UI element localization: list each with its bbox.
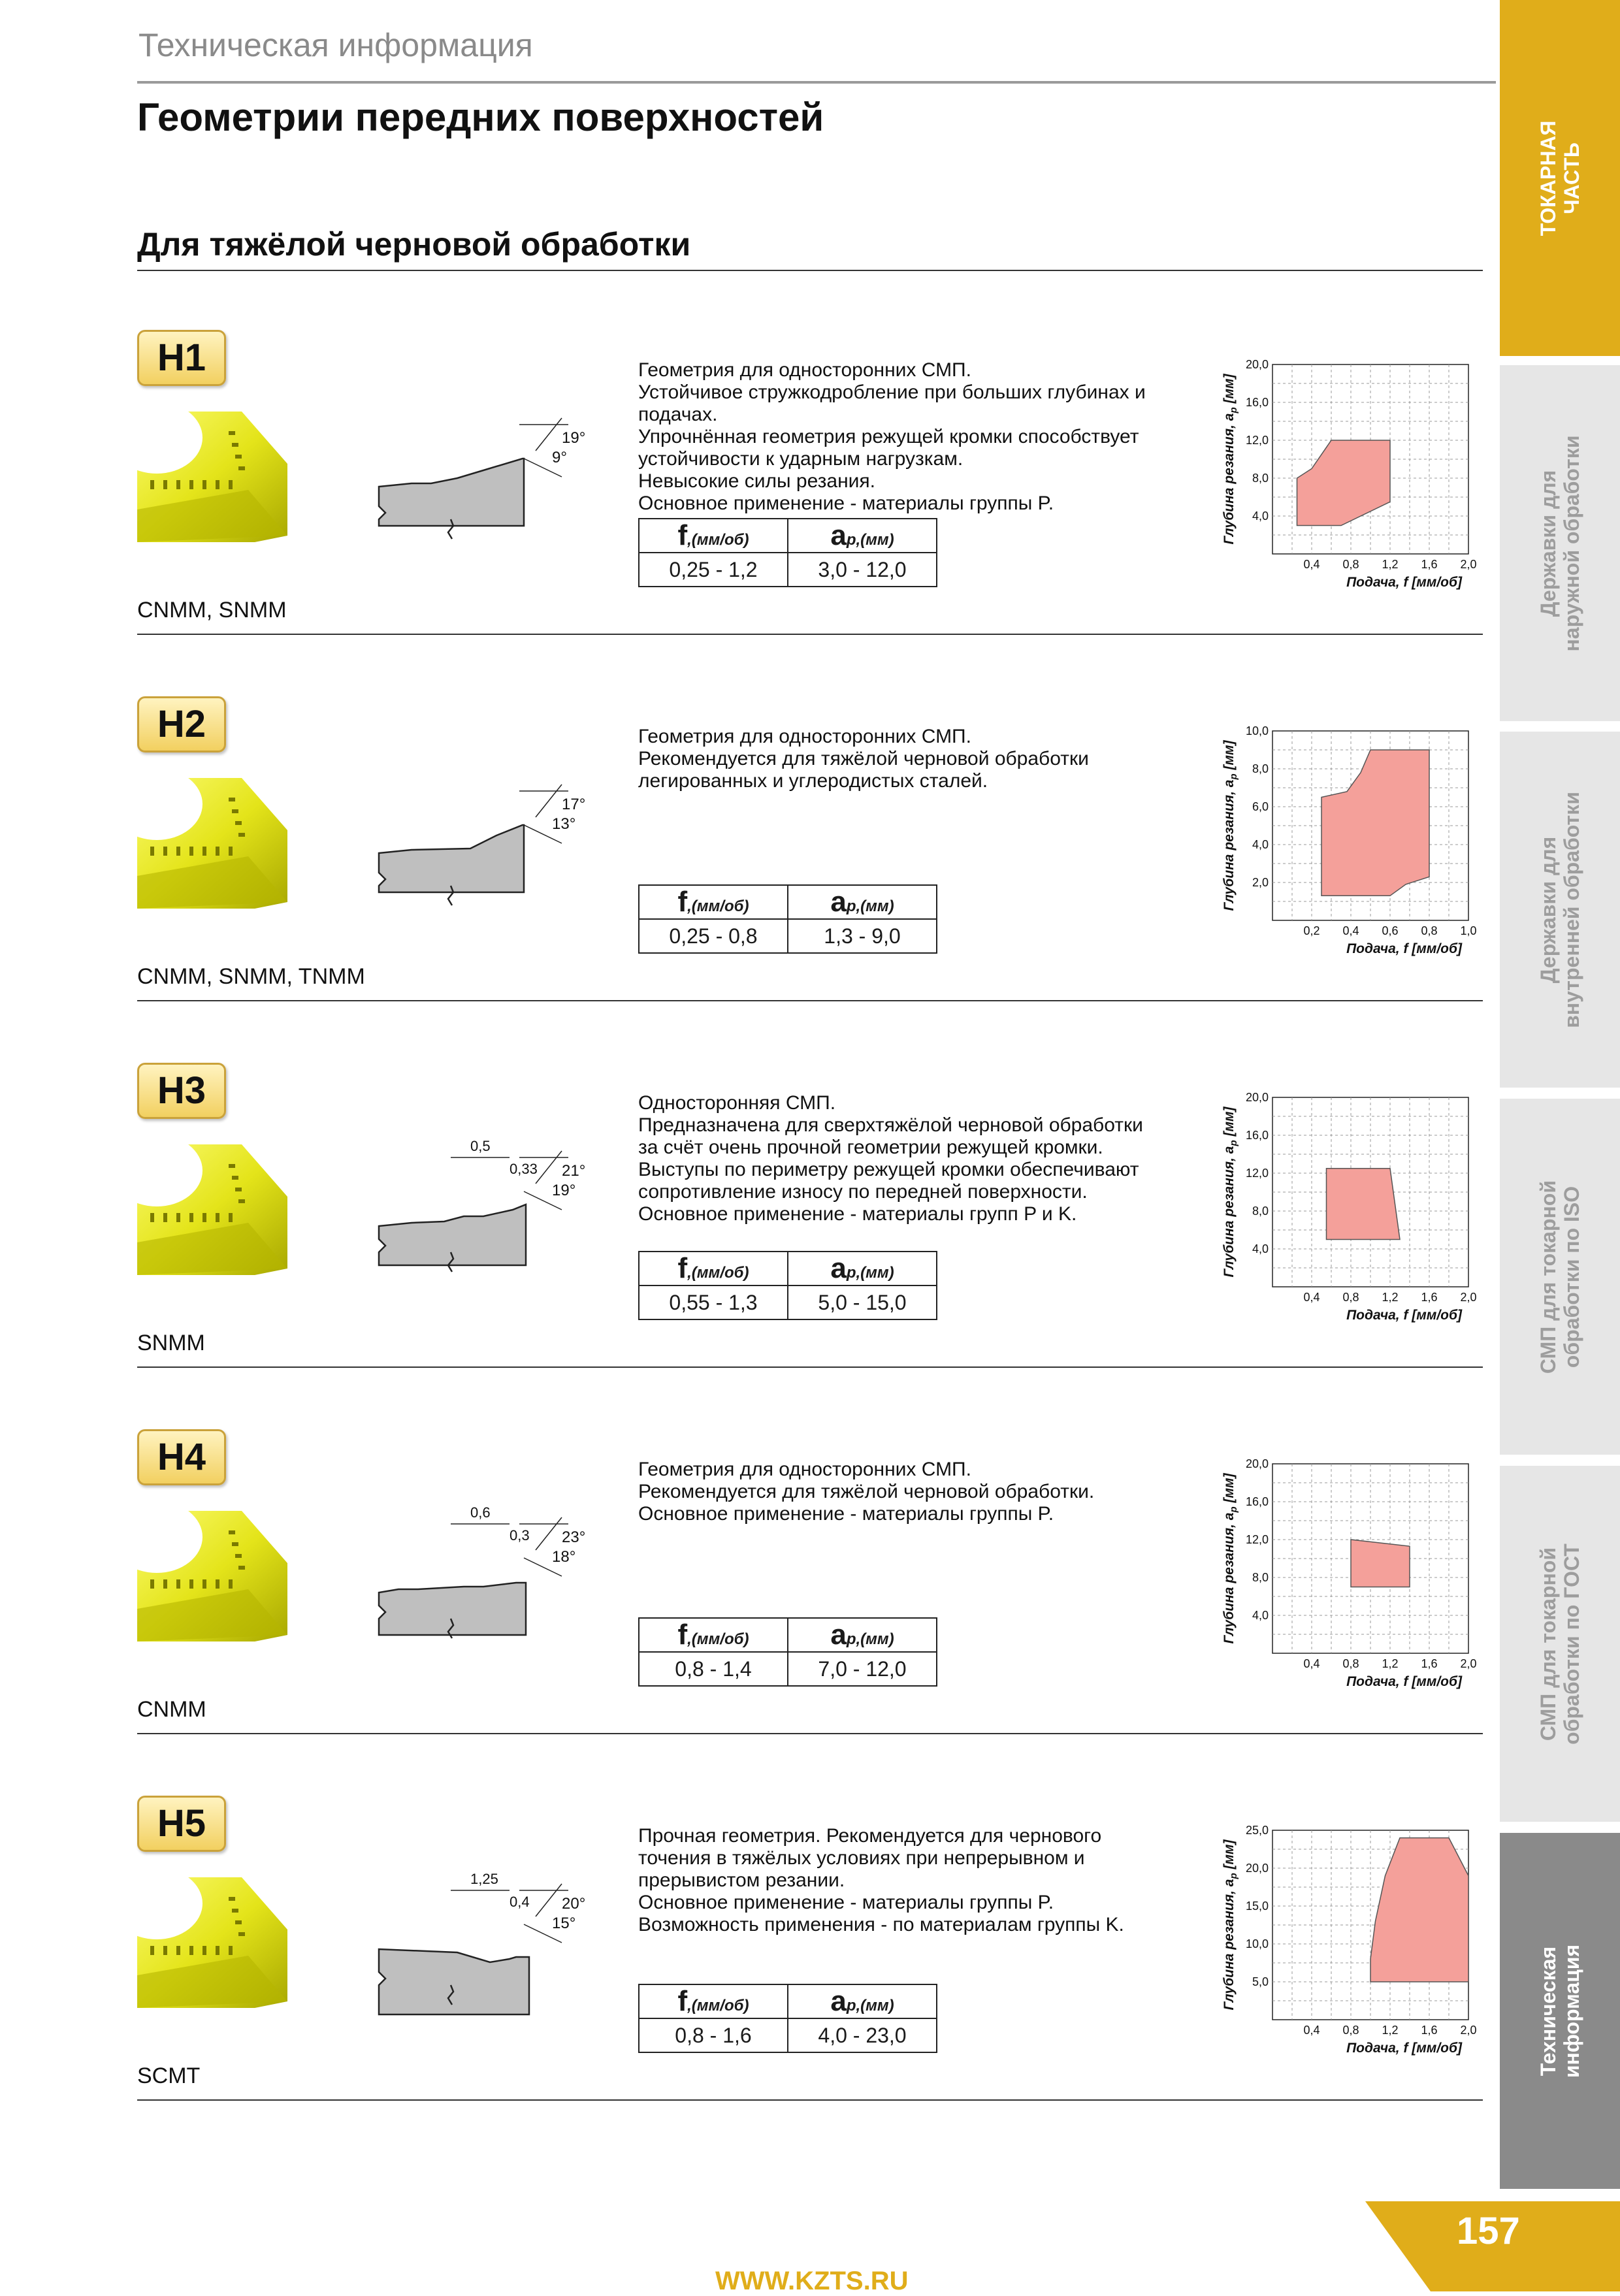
tab-iso-inserts[interactable] (1500, 1099, 1620, 1455)
geometry-description: Геометрия для односторонних СМП. Рекомендуется для тяжёлой черновой обработки легированных и углеродистых сталей. (638, 726, 1089, 792)
feed-header: f,(мм/об) (639, 1252, 788, 1285)
tab-gost-inserts[interactable] (1500, 1466, 1620, 1822)
insert-codes: SCMT (137, 2063, 201, 2088)
feed-depth-chart (1214, 345, 1488, 600)
x-tick-label: 2,0 (1460, 2024, 1477, 2037)
tab-internal-holders[interactable] (1500, 732, 1620, 1088)
y-axis-label-sub: p (1228, 1506, 1239, 1513)
depth-range: 3,0 - 12,0 (788, 553, 937, 587)
y-tick-label: 2,0 (1252, 876, 1269, 889)
y-tick-label: 16,0 (1245, 1129, 1269, 1142)
x-tick-label: 0,8 (1421, 924, 1438, 937)
angle-line (536, 1517, 562, 1550)
y-axis-label-sub: p (1228, 1873, 1239, 1879)
angle-label: 21° (562, 1162, 586, 1180)
y-tick-label: 4,0 (1252, 1609, 1269, 1622)
y-axis-label-unit: [мм] (1222, 1473, 1237, 1507)
feed-depth-chart (1214, 1811, 1488, 2065)
dimension-label: 0,5 (470, 1138, 491, 1154)
y-tick-label: 20,0 (1245, 1862, 1269, 1875)
feed-range: 0,25 - 1,2 (639, 553, 788, 587)
insert-codes: SNMM (137, 1331, 205, 1355)
row-divider (137, 634, 1483, 635)
y-tick-label: 12,0 (1245, 1533, 1269, 1546)
x-tick-label: 0,8 (1342, 2024, 1359, 2037)
x-tick-label: 1,6 (1421, 2024, 1438, 2037)
y-axis-label: Глубина резания, $a_p$ [мм] (1222, 1473, 1239, 1644)
y-tick-label: 20,0 (1245, 1091, 1269, 1104)
insert-image (137, 778, 287, 909)
feed-range: 0,8 - 1,4 (639, 1652, 788, 1686)
geometry-badge: H1 (137, 330, 226, 386)
x-tick-label: 0,4 (1303, 2024, 1320, 2037)
geometry-badge: H2 (137, 696, 226, 752)
cutting-parameters-table (638, 1984, 937, 2053)
geometry-description: Односторонняя СМП. Предназначена для сверхтяжёлой черновой обработки за счёт очень прочной геометрии режущей кромки. Выступы по периметру режущей кромки обеспечивают сопротивление износу по передней поверхности. Основное применение - материалы групп P и K. (638, 1092, 1143, 1225)
y-tick-label: 20,0 (1245, 1457, 1269, 1470)
angle-label: 18° (552, 1548, 576, 1566)
y-axis-label-unit: [мм] (1222, 740, 1237, 774)
depth-header: ap,(мм) (788, 1984, 937, 2018)
x-axis-label: Подача, f [мм/об] (1346, 1308, 1462, 1323)
y-tick-label: 8,0 (1252, 762, 1269, 775)
x-axis-label: Подача, f [мм/об] (1346, 941, 1462, 956)
y-tick-label: 12,0 (1245, 434, 1269, 447)
angle-line (536, 418, 562, 451)
application-region (1327, 1169, 1401, 1240)
cutting-parameters-table (638, 1617, 937, 1687)
angle-label: 20° (562, 1895, 586, 1913)
angle-label: 17° (562, 796, 586, 813)
insert-image (137, 412, 287, 542)
insert-image (137, 1144, 287, 1275)
cutting-parameters-table (638, 518, 937, 587)
tab-label: Техническая информация (1536, 1944, 1583, 2078)
tab-label: Державки для наружной обработки (1536, 434, 1583, 652)
section-divider (137, 270, 1483, 271)
x-tick-label: 0,4 (1303, 1291, 1320, 1304)
geometry-badge: H3 (137, 1063, 226, 1119)
y-axis-label-sub: p (1228, 773, 1239, 780)
x-tick-label: 1,6 (1421, 1291, 1438, 1304)
y-tick-label: 8,0 (1252, 1571, 1269, 1584)
y-axis-label: Глубина резания, $a_p$ [мм] (1222, 1107, 1239, 1278)
x-tick-label: 2,0 (1460, 1291, 1477, 1304)
dimension-label: 0,6 (470, 1504, 491, 1521)
row-divider (137, 1000, 1483, 1001)
application-region (1351, 1540, 1410, 1587)
edge-profile-diagram (372, 385, 608, 588)
depth-header: ap,(мм) (788, 519, 937, 553)
feed-depth-chart (1214, 711, 1488, 966)
tab-label: ТОКАРНАЯ ЧАСТЬ (1536, 120, 1583, 236)
x-tick-label: 1,0 (1460, 924, 1477, 937)
page-title: Геометрии передних поверхностей (137, 95, 824, 139)
x-tick-label: 0,4 (1342, 924, 1359, 937)
y-axis-label-unit: [мм] (1222, 1839, 1237, 1873)
x-tick-label: 0,4 (1303, 1657, 1320, 1670)
y-tick-label: 8,0 (1252, 472, 1269, 485)
x-tick-label: 1,2 (1382, 2024, 1399, 2037)
tab-label: СМП для токарной обработки по ГОСТ (1536, 1543, 1583, 1745)
y-tick-label: 15,0 (1245, 1900, 1269, 1913)
depth-range: 5,0 - 15,0 (788, 1285, 937, 1319)
y-tick-label: 4,0 (1252, 838, 1269, 851)
y-tick-label: 16,0 (1245, 1495, 1269, 1508)
feed-depth-chart (1214, 1078, 1488, 1333)
x-tick-label: 1,2 (1382, 558, 1399, 571)
x-tick-label: 1,2 (1382, 1657, 1399, 1670)
insert-codes: CNMM, SNMM, TNMM (137, 964, 365, 989)
edge-profile-diagram (372, 1118, 608, 1321)
y-axis-label: Глубина резания, $a_p$ [мм] (1222, 1839, 1239, 2011)
insert-image (137, 1877, 287, 2008)
dimension-label: 0,4 (510, 1894, 530, 1910)
y-tick-label: 8,0 (1252, 1205, 1269, 1218)
angle-line (536, 1151, 562, 1184)
geometry-badge: H4 (137, 1429, 226, 1485)
feed-depth-chart (1214, 1444, 1488, 1699)
y-axis-label-sub: p (1228, 1140, 1239, 1146)
feed-header: f,(мм/об) (639, 885, 788, 919)
y-tick-label: 25,0 (1245, 1824, 1269, 1837)
feed-range: 0,25 - 0,8 (639, 919, 788, 953)
x-tick-label: 0,6 (1382, 924, 1399, 937)
y-axis-label-sub: p (1228, 407, 1239, 413)
insert-image (137, 1511, 287, 1641)
depth-range: 1,3 - 9,0 (788, 919, 937, 953)
x-tick-label: 0,2 (1303, 924, 1320, 937)
insert-codes: CNMM (137, 1697, 206, 1722)
tab-label: СМП для токарной обработки по ISO (1536, 1180, 1583, 1374)
y-tick-label: 4,0 (1252, 1242, 1269, 1255)
x-tick-label: 1,6 (1421, 1657, 1438, 1670)
y-axis-label-unit: [мм] (1222, 1107, 1237, 1140)
dimension-label: 1,25 (470, 1871, 498, 1887)
tab-turning-part[interactable] (1500, 0, 1620, 356)
angle-label: 19° (552, 1182, 576, 1199)
x-axis-label: Подача, f [мм/об] (1346, 575, 1462, 590)
x-axis-label: Подача, f [мм/об] (1346, 2041, 1462, 2056)
feed-range: 0,55 - 1,3 (639, 1285, 788, 1319)
header-divider (137, 81, 1496, 84)
tab-label: Державки для внутренней обработки (1536, 791, 1583, 1028)
angle-label: 19° (562, 429, 586, 447)
edge-profile-diagram (372, 752, 608, 954)
x-tick-label: 0,8 (1342, 1291, 1359, 1304)
y-tick-label: 10,0 (1245, 724, 1269, 737)
geometry-description: Прочная геометрия. Рекомендуется для чернового точения в тяжёлых условиях при непрерывном и прерывистом резании. Основное применение - материалы группы P. Возможность применения - по материалам группы K. (638, 1825, 1124, 1935)
y-tick-label: 10,0 (1245, 1937, 1269, 1950)
dimension-label: 0,33 (510, 1161, 538, 1177)
row-divider (137, 2099, 1483, 2101)
tab-technical-info[interactable] (1500, 1833, 1620, 2189)
insert-section (379, 825, 524, 892)
feed-header: f,(мм/об) (639, 519, 788, 553)
angle-label: 15° (552, 1915, 576, 1932)
x-tick-label: 0,8 (1342, 1657, 1359, 1670)
y-tick-label: 4,0 (1252, 509, 1269, 523)
feed-range: 0,8 - 1,6 (639, 2018, 788, 2052)
y-tick-label: 16,0 (1245, 396, 1269, 409)
edge-profile-diagram (372, 1485, 608, 1687)
row-divider (137, 1366, 1483, 1368)
row-divider (137, 1733, 1483, 1734)
angle-label: 23° (562, 1528, 586, 1546)
y-tick-label: 20,0 (1245, 358, 1269, 371)
insert-section (379, 1949, 529, 2014)
y-axis-label: Глубина резания, $a_p$ [мм] (1222, 740, 1239, 911)
insert-codes: CNMM, SNMM (137, 598, 287, 623)
cutting-parameters-table (638, 1251, 937, 1320)
insert-section (379, 459, 524, 526)
angle-line (536, 784, 562, 817)
x-tick-label: 0,8 (1342, 558, 1359, 571)
x-tick-label: 1,6 (1421, 558, 1438, 571)
y-axis-label: Глубина резания, $a_p$ [мм] (1222, 374, 1239, 545)
angle-label: 13° (552, 815, 576, 833)
depth-header: ap,(мм) (788, 885, 937, 919)
feed-header: f,(мм/об) (639, 1618, 788, 1652)
x-axis-label: Подача, f [мм/об] (1346, 1674, 1462, 1689)
y-axis-label-unit: [мм] (1222, 374, 1237, 408)
x-tick-label: 1,2 (1382, 1291, 1399, 1304)
header-title: Техническая информация (138, 27, 533, 63)
depth-header: ap,(мм) (788, 1252, 937, 1285)
geometry-description: Геометрия для односторонних СМП. Устойчивое стружкодробление при больших глубинах и подачах. Упрочнённая геометрия режущей кромки способствует устойчивости к ударным нагрузкам. Невысокие силы резания. Основное применение - материалы группы P. (638, 359, 1146, 514)
angle-line (536, 1884, 562, 1916)
geometry-badge: H5 (137, 1796, 226, 1852)
feed-header: f,(мм/об) (639, 1984, 788, 2018)
section-title: Для тяжёлой черновой обработки (137, 226, 691, 263)
angle-label: 9° (552, 449, 567, 466)
cutting-parameters-table (638, 884, 937, 954)
depth-header: ap,(мм) (788, 1618, 937, 1652)
dimension-label: 0,3 (510, 1527, 530, 1544)
footer-url[interactable]: WWW.KZTS.RU (715, 2267, 909, 2295)
page-number: 157 (1457, 2210, 1520, 2252)
y-tick-label: 5,0 (1252, 1975, 1269, 1988)
x-tick-label: 0,4 (1303, 558, 1320, 571)
x-tick-label: 2,0 (1460, 1657, 1477, 1670)
depth-range: 4,0 - 23,0 (788, 2018, 937, 2052)
x-tick-label: 2,0 (1460, 558, 1477, 571)
y-tick-label: 6,0 (1252, 800, 1269, 813)
geometry-description: Геометрия для односторонних СМП. Рекомендуется для тяжёлой черновой обработки. Основное применение - материалы группы P. (638, 1459, 1095, 1525)
depth-range: 7,0 - 12,0 (788, 1652, 937, 1686)
tab-external-holders[interactable] (1500, 365, 1620, 721)
y-tick-label: 12,0 (1245, 1167, 1269, 1180)
edge-profile-diagram (372, 1851, 608, 2054)
